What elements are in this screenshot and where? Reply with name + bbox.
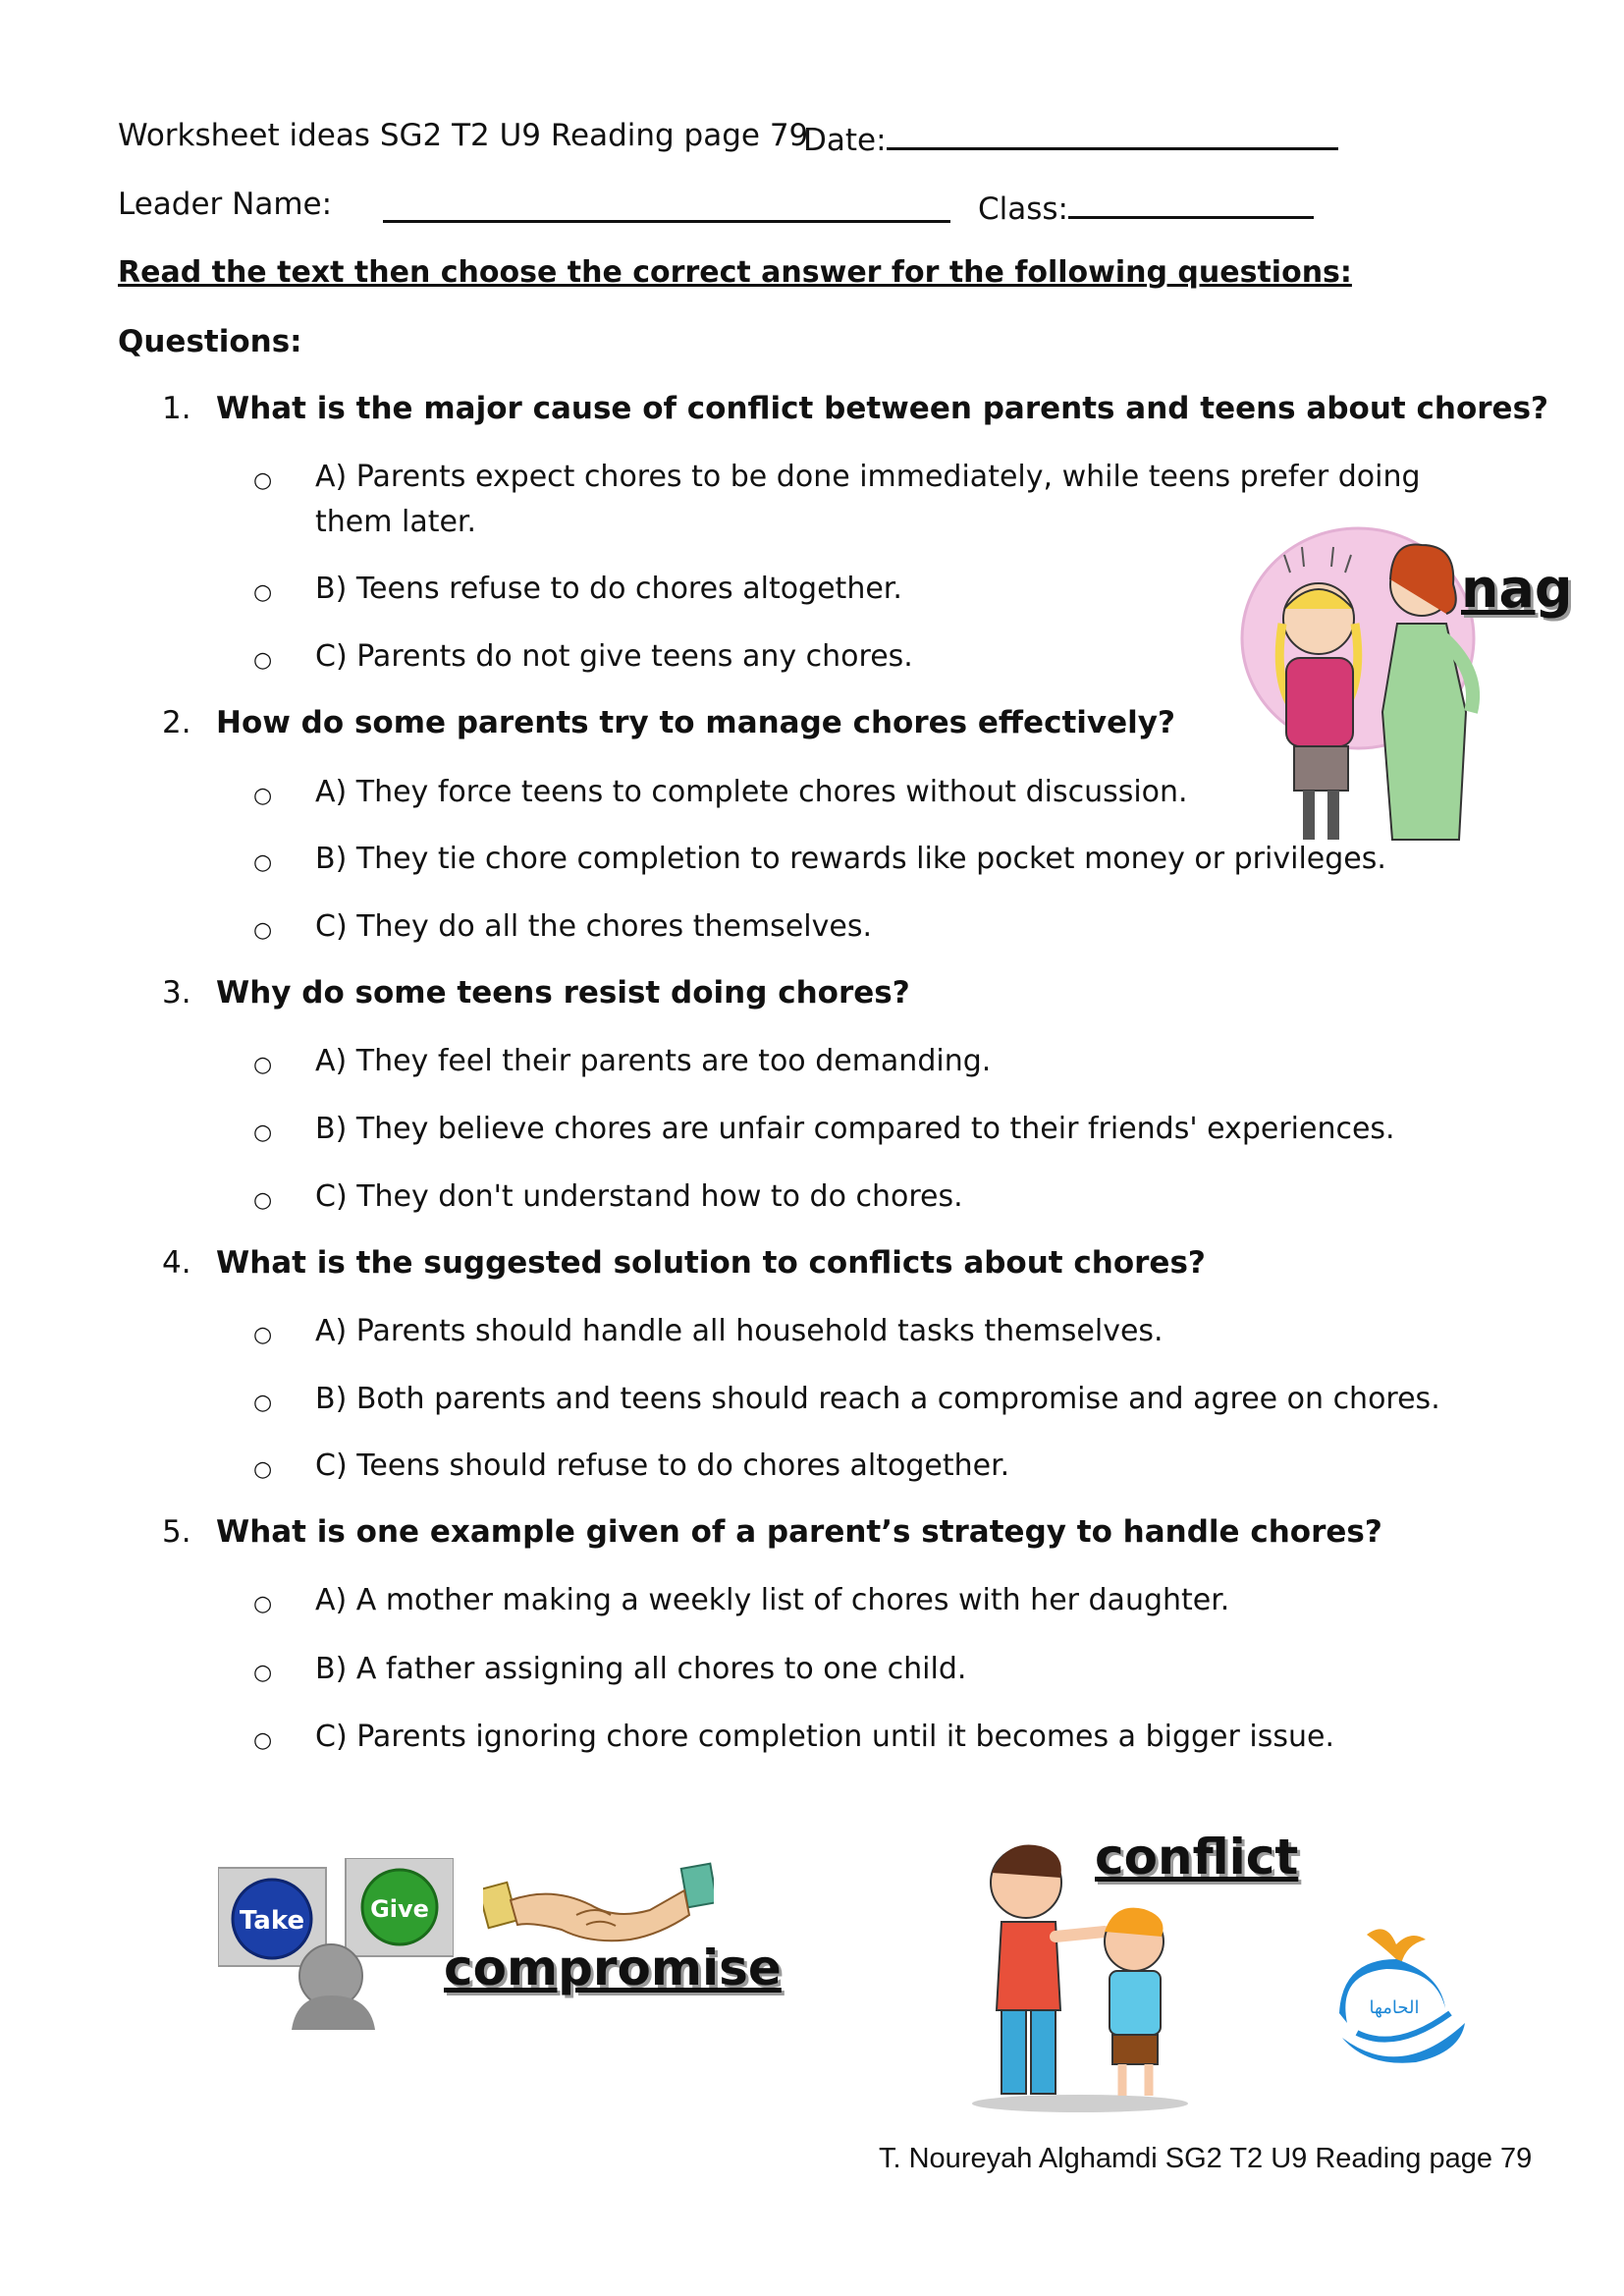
class-label: Class:: [978, 191, 1069, 227]
vocab-conflict: conflict: [1095, 1829, 1299, 1886]
question-number: 2.: [162, 705, 191, 740]
instructions: Read the text then choose the correct answer for the following questions:: [118, 255, 1352, 290]
question-1: [162, 391, 1549, 426]
bullet-icon: ○: [253, 918, 273, 943]
bullet-icon: ○: [253, 850, 273, 875]
q4-option-a[interactable]: ○ A) Parents should handle all household tasks themselves.: [263, 1309, 1471, 1354]
footer-credit: T. Noureyah Alghamdi SG2 T2 U9 Reading page 79: [879, 2143, 1533, 2174]
bullet-icon: ○: [253, 648, 273, 673]
q5-option-a[interactable]: ○ A) A mother making a weekly list of chores with her daughter.: [263, 1578, 1471, 1623]
take-label: Take: [239, 1906, 305, 1936]
bullet-icon: ○: [253, 1457, 273, 1482]
leader-name-blank[interactable]: [383, 191, 950, 223]
q5-option-b[interactable]: ○ B) A father assigning all chores to one child.: [263, 1647, 1471, 1692]
worksheet-title: Worksheet ideas SG2 T2 U9 Reading page 79: [118, 118, 809, 153]
question-5: [162, 1514, 1478, 1550]
q3-option-c[interactable]: ○ C) They don't understand how to do chores.: [263, 1175, 1471, 1220]
bullet-icon: ○: [253, 1121, 273, 1145]
logo-text: الحامها: [1369, 1997, 1420, 2018]
school-logo: [1327, 1915, 1475, 2067]
bullet-icon: ○: [253, 784, 273, 808]
class-blank[interactable]: [1068, 187, 1314, 219]
q3-option-b[interactable]: ○ B) They believe chores are unfair compared to their friends' experiences.: [263, 1107, 1471, 1152]
vocab-nag: nag: [1461, 558, 1573, 620]
question-text: What is one example given of a parent’s strategy to handle chores?: [216, 1514, 1382, 1550]
take-give-illustration: [218, 1858, 454, 2030]
bullet-icon: ○: [253, 1323, 273, 1347]
take-give-buttons-icon: [218, 1858, 454, 2030]
q1-option-b[interactable]: ○ B) Teens refuse to do chores altogether.: [263, 567, 1471, 612]
questions-heading: Questions:: [118, 324, 302, 359]
question-number: 4.: [162, 1245, 191, 1281]
worksheet-header: [118, 118, 808, 153]
q5-option-c[interactable]: ○ C) Parents ignoring chore completion until it becomes a bigger issue.: [263, 1715, 1471, 1760]
q4-option-b[interactable]: ○ B) Both parents and teens should reach a compromise and agree on chores.: [263, 1377, 1471, 1422]
q3-option-a[interactable]: ○ A) They feel their parents are too demanding.: [263, 1039, 1471, 1084]
question-text: How do some parents try to manage chores effectively?: [216, 705, 1175, 740]
vocab-compromise: compromise: [444, 1940, 782, 1996]
give-label: Give: [370, 1895, 429, 1923]
conflict-illustration: [957, 1829, 1222, 2113]
q4-option-c[interactable]: ○ C) Teens should refuse to do chores altogether.: [263, 1444, 1471, 1489]
q2-option-b[interactable]: ○ B) They tie chore completion to rewards like pocket money or privileges.: [263, 837, 1471, 882]
wave-bird-logo-icon: [1327, 1915, 1475, 2067]
question-number: 3.: [162, 975, 191, 1011]
q1-option-c[interactable]: ○ C) Parents do not give teens any chores.: [263, 634, 1471, 680]
bullet-icon: ○: [253, 1592, 273, 1616]
question-number: 5.: [162, 1514, 191, 1550]
q2-option-a[interactable]: ○ A) They force teens to complete chores without discussion.: [263, 770, 1471, 815]
bullet-icon: ○: [253, 580, 273, 605]
class-field[interactable]: [978, 187, 1314, 227]
bullet-icon: ○: [253, 1053, 273, 1077]
bullet-icon: ○: [253, 1188, 273, 1213]
q1-option-a[interactable]: ○ A) Parents expect chores to be done immediately, while teens prefer doing them later.: [253, 460, 1421, 539]
question-number: 1.: [162, 391, 191, 426]
bullet-icon: ○: [253, 1728, 273, 1753]
question-text: Why do some teens resist doing chores?: [216, 975, 910, 1011]
question-3: [162, 975, 1478, 1011]
question-4: [162, 1245, 1478, 1281]
bullet-icon: ○: [253, 1661, 273, 1685]
date-blank[interactable]: [887, 118, 1338, 150]
leader-name-label: Leader Name:: [118, 187, 333, 222]
bullet-icon: ○: [253, 468, 273, 493]
date-label: Date:: [803, 123, 887, 158]
q2-option-c[interactable]: ○ C) They do all the chores themselves.: [263, 904, 1471, 950]
question-text: What is the major cause of conflict between parents and teens about chores?: [216, 391, 1549, 426]
conflict-kids-icon: [957, 1829, 1222, 2113]
bullet-icon: ○: [253, 1391, 273, 1415]
question-text: What is the suggested solution to conflicts about chores?: [216, 1245, 1206, 1281]
date-field[interactable]: [803, 118, 1338, 158]
